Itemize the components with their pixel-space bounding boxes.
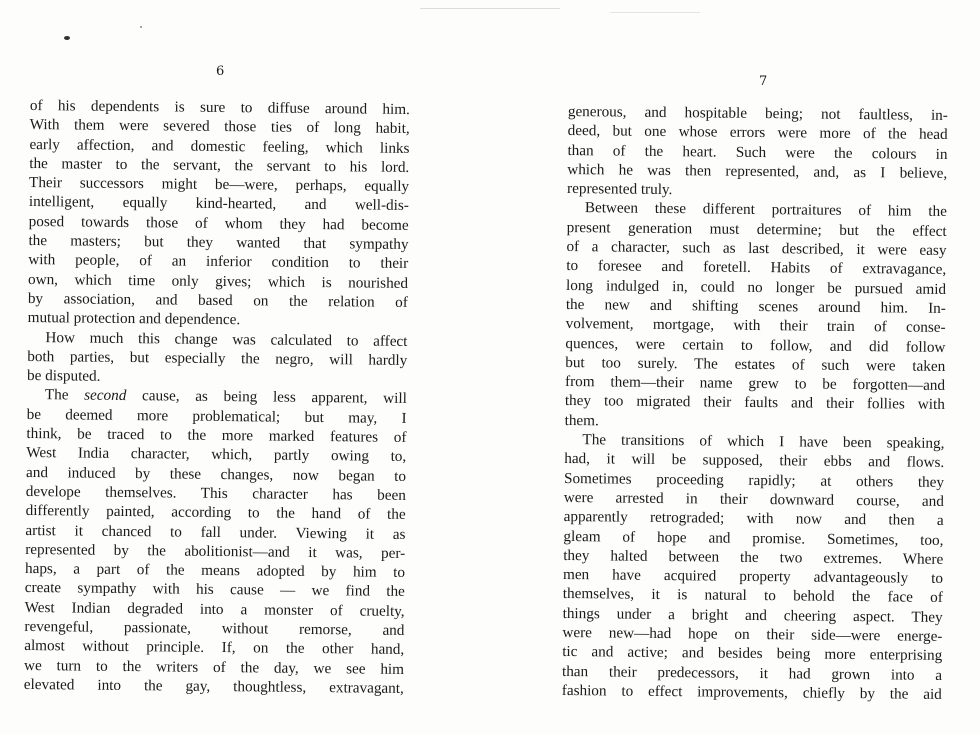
text-line: The second cause, as being less apparent, will [44, 386, 407, 408]
text-line: develope themselves. This character has been [25, 482, 406, 504]
text-line: How much this change was calculated to affect [45, 328, 408, 350]
text-line: with people, of an inferior condition to their [28, 251, 409, 273]
text-line: West India character, which, partly owing to, [26, 444, 407, 466]
text-line: Sometimes proceeding rapidly; at others they [563, 469, 945, 491]
text-line: differently painted, according to the hand of the [25, 502, 406, 524]
text-line: artist it chanced to fall under. Viewing it as [25, 521, 406, 543]
text-line: mutual protection and dependence. [27, 309, 241, 329]
text-line: think, be traced to the more marked features of [26, 425, 407, 447]
text-line: fashion to effect improvements, chiefly by the aid [561, 681, 942, 703]
text-line: which he was then represented, and, as I believe, [567, 160, 948, 182]
text-line: were new—had hope on their side—were energe- [562, 623, 943, 645]
text-line: intelligent, equally kind-hearted, and well-dis- [28, 193, 409, 215]
text-line: deed, but one whose errors were more of the head [567, 122, 948, 144]
text-line: represented by the abolitionist—and it was, per- [25, 540, 406, 562]
text-line: them. [564, 411, 599, 430]
text-line: be disputed. [26, 367, 101, 385]
text-line: the master to the servant, the servant to his lord. [29, 154, 410, 176]
text-line: the new and shifting scenes around him. In- [565, 295, 946, 317]
text-line: volvement, mortgage, with their train of conse- [565, 315, 946, 337]
text-line: West Indian degraded into a monster of cruelty, [24, 598, 405, 620]
text-line: by association, and based on the relation of [27, 289, 408, 311]
text-line: than of the heart. Such were the colours in [567, 141, 948, 163]
page-number: 6 [216, 64, 225, 79]
right-page [490, 0, 980, 735]
text-line: create sympathy with his cause — we find the [24, 579, 405, 601]
text-line: quences, were certain to follow, and did follow [565, 334, 946, 356]
body-text [562, 102, 948, 704]
text-line: revengeful, passionate, without remorse, and [24, 617, 405, 639]
text-line: but too surely. The estates of such were taken [565, 353, 946, 375]
text-line: apparently retrograded; with now and then a [563, 508, 944, 530]
text-line: elevated into the gay, thoughtless, extravagant, [23, 675, 404, 697]
text-line: of his dependents is sure to diffuse around him. [29, 96, 410, 118]
text-line: the masters; but they wanted that sympathy [28, 232, 409, 254]
text-line: to foresee and foretell. Habits of extravagance, [566, 257, 947, 279]
text-line: The transitions of which I have been speaking, [582, 431, 945, 453]
text-line: they too migrated their faults and their follies with [564, 392, 945, 414]
text-line: things under a bright and cheering aspect. They [562, 604, 943, 626]
body-text [24, 96, 410, 698]
text-line: almost without principle. If, on the other hand, [24, 637, 405, 659]
text-line: be deemed more problematical; but may, I [26, 405, 407, 427]
text-line: of a character, such as last described, it were easy [566, 238, 947, 260]
text-line: they halted between the two extremes. Where [563, 546, 944, 568]
text-line: both parties, but especially the negro, will hardly [27, 347, 408, 369]
text-line: Between these different portraitures of him the [584, 199, 947, 221]
text-line: Their successors might be—were, perhaps, equally [29, 174, 410, 196]
text-line: had, it will be supposed, their ebbs and flows. [564, 450, 945, 472]
text-line: themselves, it is natural to behold the face of [562, 585, 943, 607]
text-line: from them—their name grew to be forgotten—and [564, 373, 946, 395]
text-line: were arrested in their downward course, and [563, 488, 944, 510]
text-line: generous, and hospitable being; not faultless, in- [567, 102, 948, 124]
text-line: present generation must determine; but the effect [566, 218, 947, 240]
text-line: haps, a part of the means adopted by him to [24, 560, 406, 582]
text-line: long indulged in, could no longer be pursued amid [565, 276, 947, 298]
text-line: than their predecessors, it had grown into a [561, 662, 943, 684]
text-line: tic and active; and besides being more enterprising [562, 643, 943, 665]
text-line: posed towards those of whom they had become [28, 212, 409, 234]
text-line: early affection, and domestic feeling, which links [29, 135, 410, 157]
text-line: represented truly. [567, 180, 673, 199]
text-line: own, which time only gives; which is nourished [27, 270, 409, 292]
text-line: we turn to the writers of the day, we see him [23, 656, 405, 678]
text-line: and induced by these changes, now began to [25, 463, 407, 485]
text-line: men have acquired property advantageously to [562, 566, 944, 588]
text-line: With them were severed those ties of long habit, [29, 116, 410, 138]
page-number: 7 [759, 74, 768, 89]
text-line: gleam of hope and promise. Sometimes, too, [563, 527, 944, 549]
